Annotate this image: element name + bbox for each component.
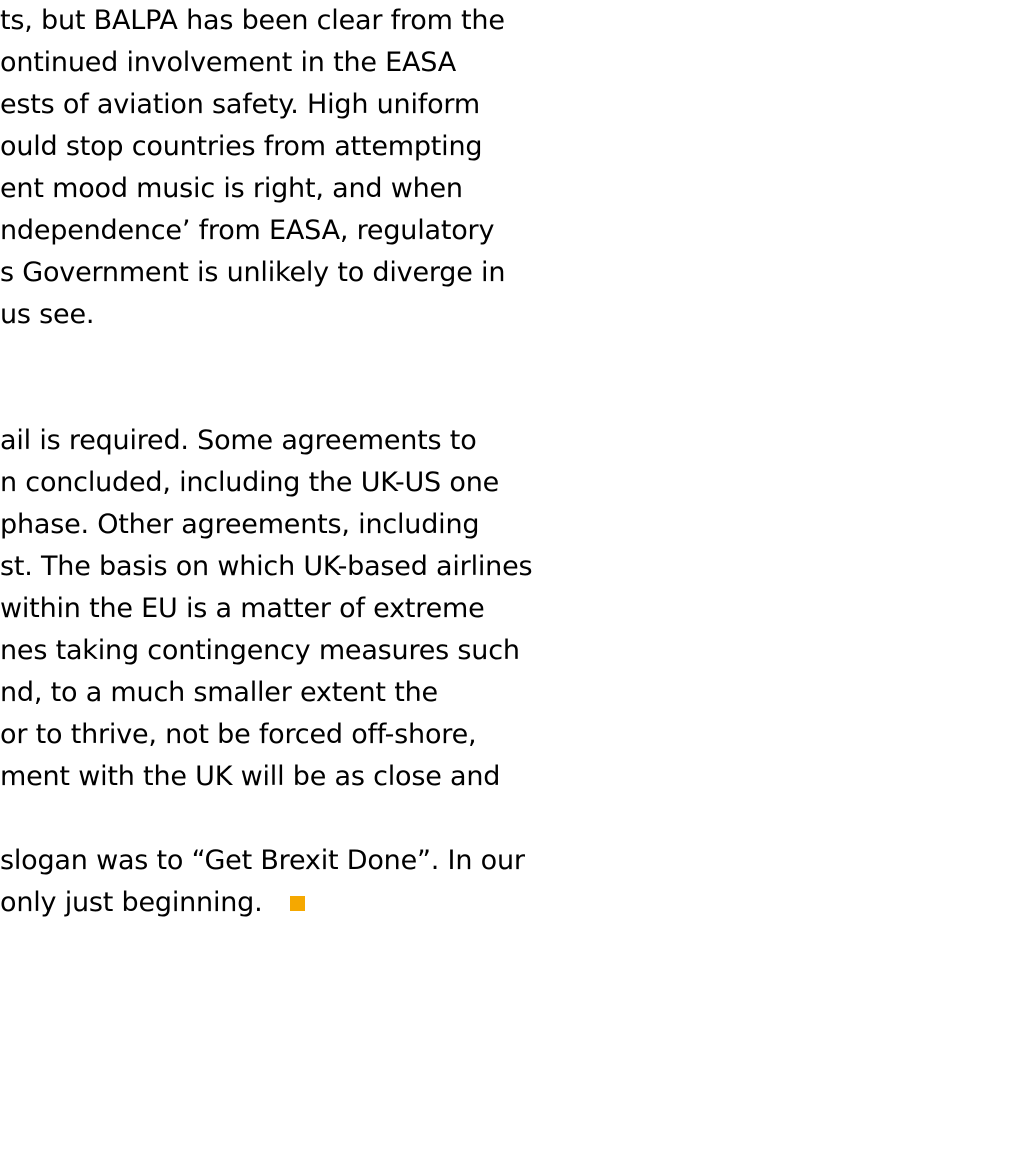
- text-line: ent mood music is right, and when: [0, 173, 463, 204]
- text-line: nes taking contingency measures such: [0, 635, 520, 666]
- text-line: only just beginning.: [0, 887, 263, 918]
- text-line: phase. Other agreements, including: [0, 509, 480, 540]
- text-line: n concluded, including the UK-US one: [0, 467, 500, 498]
- text-line: ment with the UK will be as close and: [0, 761, 501, 792]
- text-line: ould stop countries from attempting: [0, 131, 483, 162]
- text-line: within the EU is a matter of extreme: [0, 593, 485, 624]
- text-line: s Government is unlikely to diverge in: [0, 257, 506, 288]
- text-line: ts, but BALPA has been clear from the: [0, 5, 505, 36]
- text-line: ndependence’ from EASA, regulatory: [0, 215, 495, 246]
- text-line: ail is required. Some agreements to: [0, 425, 477, 456]
- text-line: us see.: [0, 299, 95, 330]
- text-line: nd, to a much smaller extent the: [0, 677, 438, 708]
- text-line: ests of aviation safety. High uniform: [0, 89, 480, 120]
- end-of-article-square-icon: [290, 896, 305, 911]
- text-line: slogan was to “Get Brexit Done”. In our: [0, 845, 525, 876]
- text-line: ontinued involvement in the EASA: [0, 47, 457, 78]
- text-line: or to thrive, not be forced off-shore,: [0, 719, 477, 750]
- text-line: st. The basis on which UK-based airlines: [0, 551, 533, 582]
